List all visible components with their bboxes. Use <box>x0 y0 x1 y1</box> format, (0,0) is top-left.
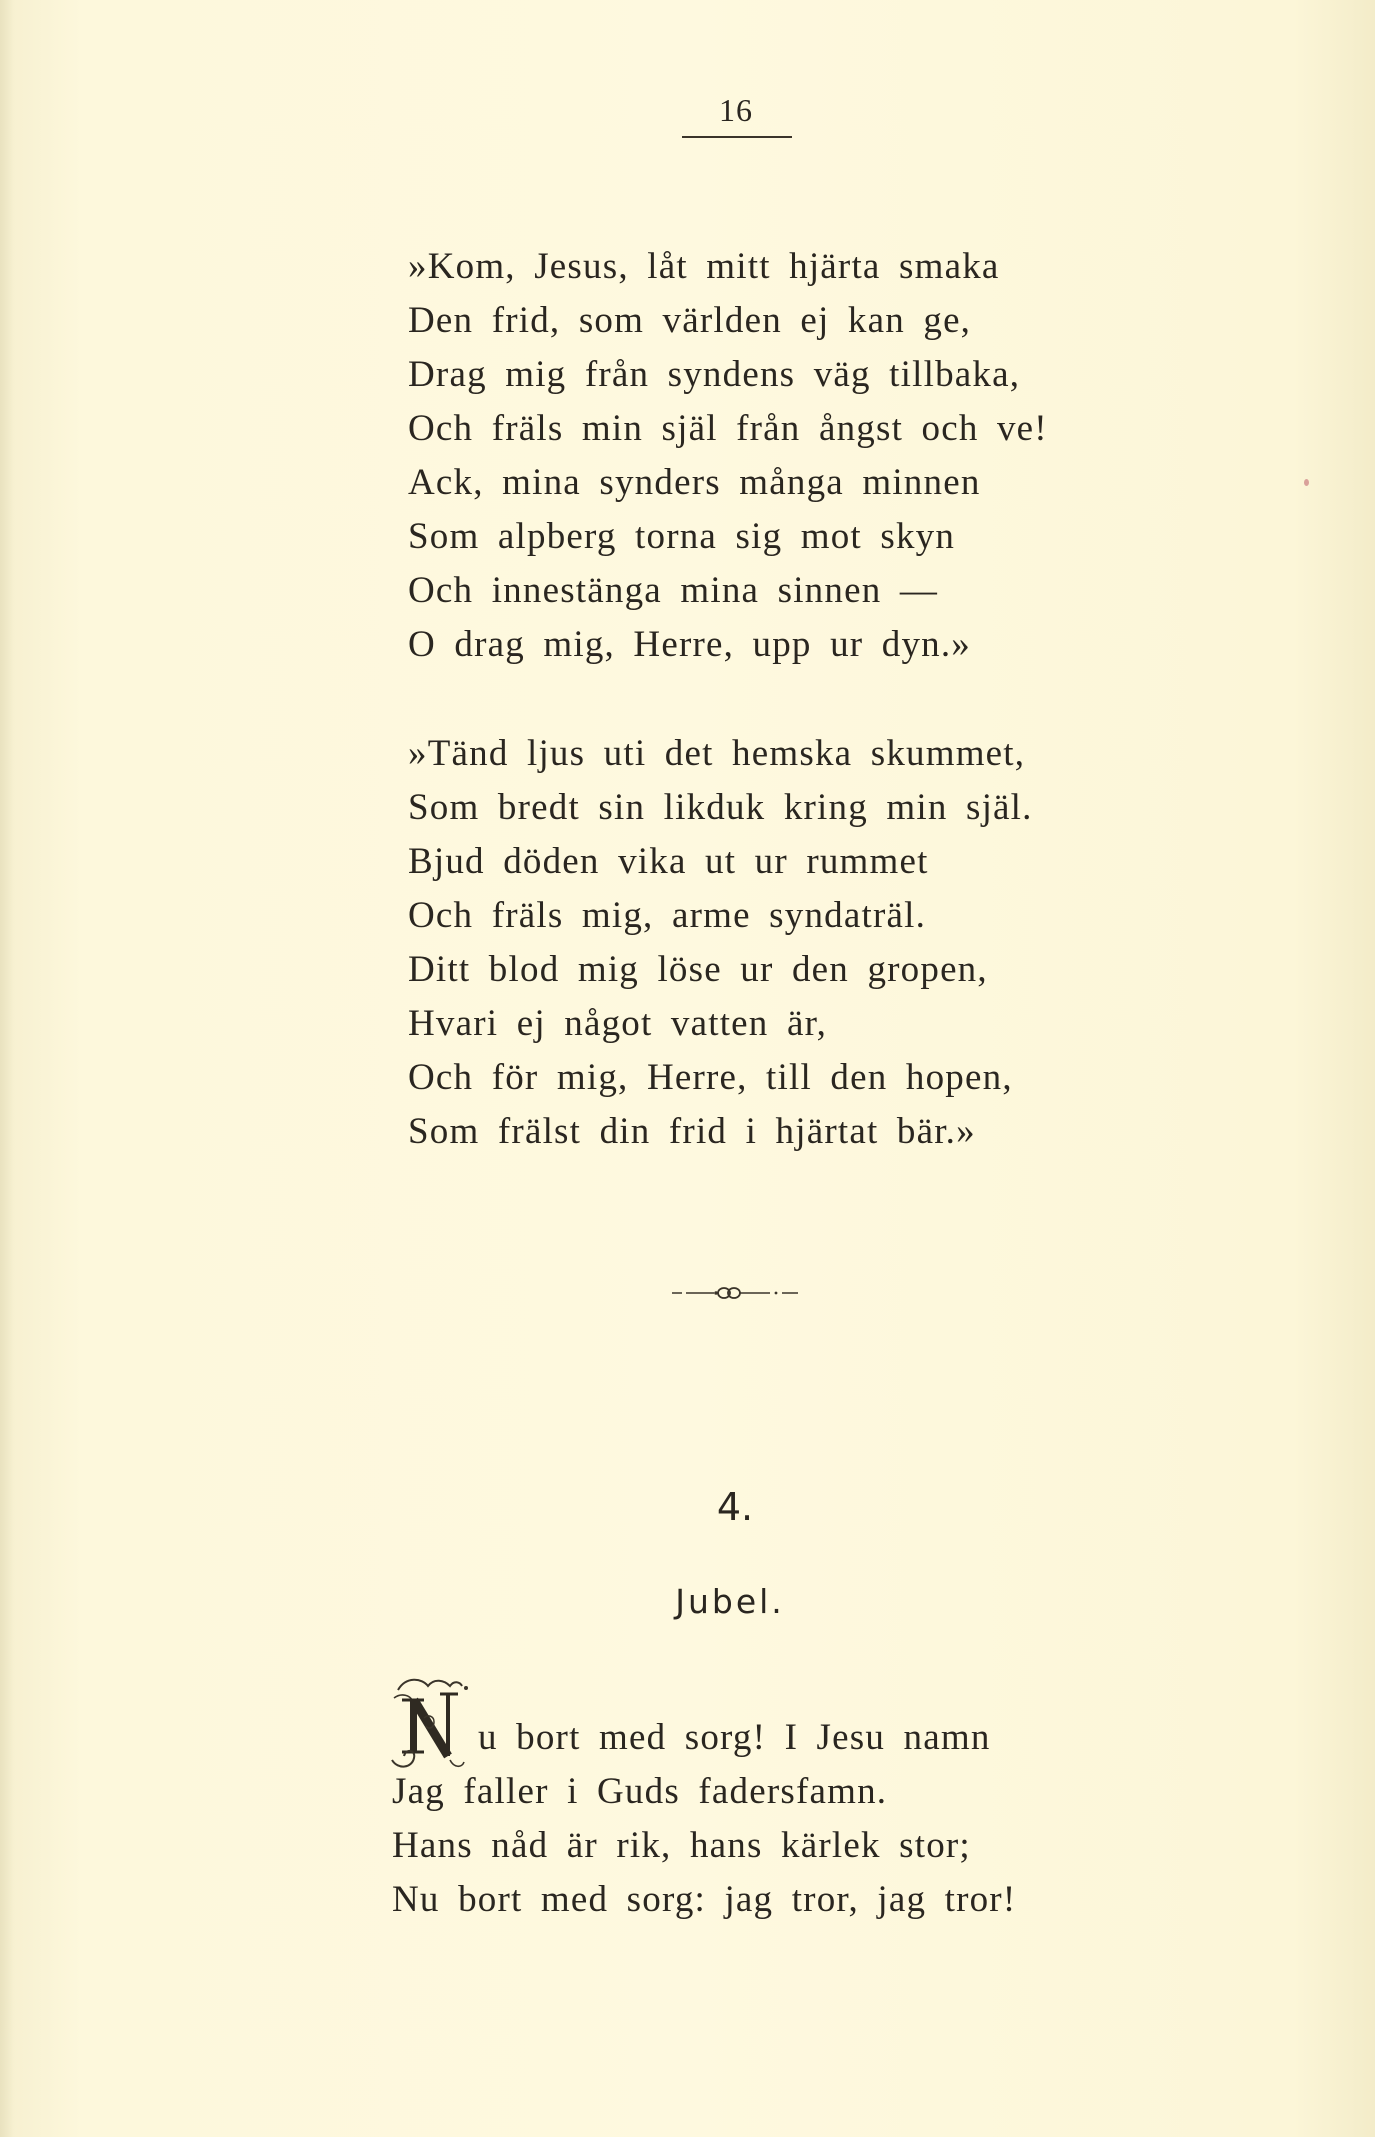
stanza-2 <box>408 727 1033 1159</box>
poem-jubel <box>392 1711 1016 1927</box>
poem-line: Hans nåd är rik, hans kärlek stor; <box>392 1825 971 1866</box>
stanza-2-line: Ditt blod mig löse ur den gropen, <box>408 949 988 990</box>
stanza-2-line: Bjud döden vika ut ur rummet <box>408 841 929 882</box>
section-divider-ornament <box>672 1280 800 1304</box>
page-edge-shadow <box>0 0 14 2137</box>
stanza-1-line: Den frid, som världen ej kan ge, <box>408 300 972 341</box>
stanza-1-line: Och fräls min själ från ångst och ve! <box>408 408 1048 449</box>
page-number: 16 <box>719 92 753 128</box>
stanza-2-line: Som frälst din frid i hjärtat bär.» <box>408 1111 976 1152</box>
stanza-1 <box>408 240 1048 672</box>
section-number: 4. <box>716 1485 754 1529</box>
stanza-2-line: Och fräls mig, arme syndaträl. <box>408 895 927 936</box>
stanza-2-line: Och för mig, Herre, till den hopen, <box>408 1057 1013 1098</box>
paper-speck <box>1304 479 1309 486</box>
section-title: Jubel. <box>675 1582 785 1621</box>
poem-line: Jag faller i Guds fadersfamn. <box>392 1771 888 1812</box>
stanza-1-line: Drag mig från syndens väg tillbaka, <box>408 354 1021 395</box>
stanza-1-line: O drag mig, Herre, upp ur dyn.» <box>408 624 972 665</box>
stanza-2-line: Som bredt sin likduk kring min själ. <box>408 787 1033 828</box>
poem-line: u bort med sorg! I Jesu namn <box>478 1717 991 1758</box>
stanza-2-line: »Tänd ljus uti det hemska skummet, <box>408 733 1026 774</box>
stanza-1-line: Ack, mina synders många minnen <box>408 462 981 503</box>
stanza-2-line: Hvari ej något vatten är, <box>408 1003 828 1044</box>
stanza-1-line: Och innestänga mina sinnen — <box>408 570 939 611</box>
page-number-rule <box>682 136 792 138</box>
poem-line: Nu bort med sorg: jag tror, jag tror! <box>392 1879 1017 1920</box>
stanza-1-line: »Kom, Jesus, låt mitt hjärta smaka <box>408 246 1000 287</box>
stanza-1-line: Som alpberg torna sig mot skyn <box>408 516 956 557</box>
